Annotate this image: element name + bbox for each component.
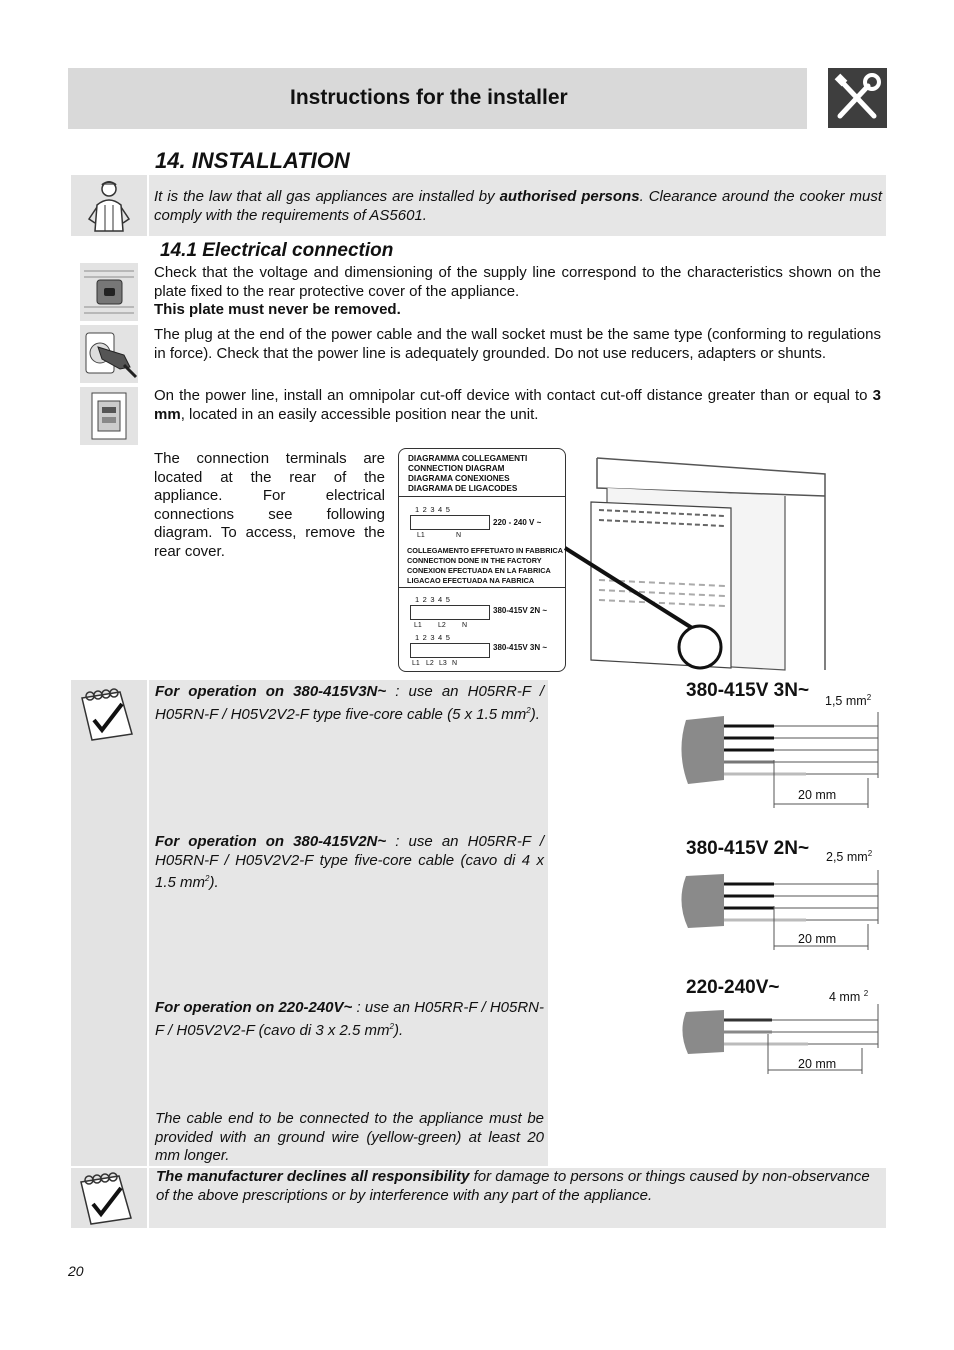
cable-380-2n-length: 20 mm xyxy=(798,932,837,946)
op-380-2n-text: For operation on 380-415V2N~ : use an H05RR-F / H05RN-F / H05V2V2-F type five-core cable (cavo di 4 x 1.5 $mm^2$). xyxy=(155,833,544,892)
law-note-text: It is the law that all gas appliances are installed by authorised persons. Clearance around the cooker must comply with the requirements of AS5601. xyxy=(154,188,883,224)
phase-L1-3n: L1 xyxy=(412,660,420,667)
para-voltage-check: Check that the voltage and dimensioning of the supply line correspond to the characteristics shown on the plate fixed to the rear protective cover of the appliance. This plate must never be removed. xyxy=(154,264,881,319)
phase-L1-220: L1 xyxy=(417,532,425,539)
disclaimer-text: The manufacturer declines all responsibility for damage to persons or things caused by non-observance of the above prescriptions or by interference with any part of the appliance. xyxy=(156,1168,870,1204)
cable-380-3n-section: 1,5 $mm^2$ xyxy=(825,693,872,709)
cable-220-section: 4 mm $^2$ xyxy=(829,989,869,1005)
tools-icon xyxy=(828,68,887,128)
page-number: 20 xyxy=(68,1263,84,1279)
op-380-3n-text: For operation on 380-415V3N~ : use an H05RR-F / H05RN-F / H05V2V2-F type five-core cable (5 x 1.5 $mm^2$). xyxy=(155,683,544,723)
appliance-rear-drawing xyxy=(555,450,845,680)
terminal-block-3n xyxy=(410,643,490,658)
para-terminals: The connection terminals are located at the rear of the appliance. For electrical connections see following diagram. To access, remove the rear cover. xyxy=(154,450,385,560)
factory-note: COLLEGAMENTO EFFETUATO IN FABBRICA CONNECTION DONE IN THE FACTORY CONEXION EFECTUADA EN LA FABRICA LIGACAO EFECTUADA NA FABRICA xyxy=(407,546,564,585)
phase-L1-2n: L1 xyxy=(414,622,422,629)
cable-220-drawing xyxy=(676,1004,886,1076)
rating-plate-icon xyxy=(80,263,138,321)
op-220-text: For operation on 220-240V~ : use an H05RR-F / H05RN-F / H05V2V2-F (cavo di 3 x 2.5 $mm^2$). xyxy=(155,999,544,1039)
phase-N-2n: N xyxy=(462,622,468,629)
cable-220-title: 220-240V~ xyxy=(686,977,780,998)
ground-wire-note: The cable end to be connected to the appliance must be provided with an ground wire (yellow-green) at least 20 mm longer. xyxy=(155,1110,544,1165)
disclaimer-icon-box xyxy=(71,1168,147,1228)
diagram-header: DIAGRAMMA COLLEGAMENTI CONNECTION DIAGRAM DIAGRAMA CONEXIONES DIAGRAMA DE LIGACODES xyxy=(408,454,528,493)
label-380-2n: 380-415V 2N ~ xyxy=(493,606,548,615)
terminal-numbers-3n: 12345 xyxy=(415,633,454,642)
connection-diagram xyxy=(398,448,566,672)
cable-380-2n-drawing xyxy=(676,870,886,952)
installer-person-icon xyxy=(71,175,147,236)
label-220-240: 220 - 240 V ~ xyxy=(493,518,542,527)
cable-380-2n-section: 2,5 $mm^2$ xyxy=(826,849,873,865)
cutoff-switch-icon xyxy=(80,387,138,445)
checked-notes-icon xyxy=(71,1168,147,1228)
phase-N-220: N xyxy=(456,532,462,539)
phase-L3-3n: L3 xyxy=(439,660,447,667)
terminal-numbers-220: 12345 xyxy=(415,505,454,514)
checked-notes-icon xyxy=(76,684,142,744)
plug-socket-icon xyxy=(80,325,138,383)
para-plug-socket: The plug at the end of the power cable and the wall socket must be the same type (conforming to regulations in force). Check that the power line is adequately grounded. Do not use reducers, adapters or shunts. xyxy=(154,326,881,362)
para-cutoff-device: On the power line, install an omnipolar cut-off device with contact cut-off distance greater than or equal to 3 mm, located in an easily accessible position near the unit. xyxy=(154,387,881,423)
subsection-title: 14.1 Electrical connection xyxy=(160,240,394,261)
label-380-3n: 380-415V 3N ~ xyxy=(493,643,548,652)
terminal-block-220 xyxy=(410,515,490,530)
header-title: Instructions for the installer xyxy=(290,86,568,109)
cable-380-3n-length: 20 mm xyxy=(798,788,837,802)
cable-380-3n-title: 380-415V 3N~ xyxy=(686,680,810,701)
cable-380-2n-title: 380-415V 2N~ xyxy=(686,838,810,859)
phase-L2-3n: L2 xyxy=(426,660,434,667)
cable-220-length: 20 mm xyxy=(798,1057,837,1071)
terminal-numbers-2n: 12345 xyxy=(415,595,454,604)
phase-N-3n: N xyxy=(452,660,458,667)
operations-panel xyxy=(149,680,548,1166)
terminal-block-2n xyxy=(410,605,490,620)
cable-380-3n-drawing xyxy=(676,712,886,812)
notes-icon-column xyxy=(71,680,147,1166)
section-title: 14. INSTALLATION xyxy=(155,148,350,173)
phase-L2-2n: L2 xyxy=(438,622,446,629)
